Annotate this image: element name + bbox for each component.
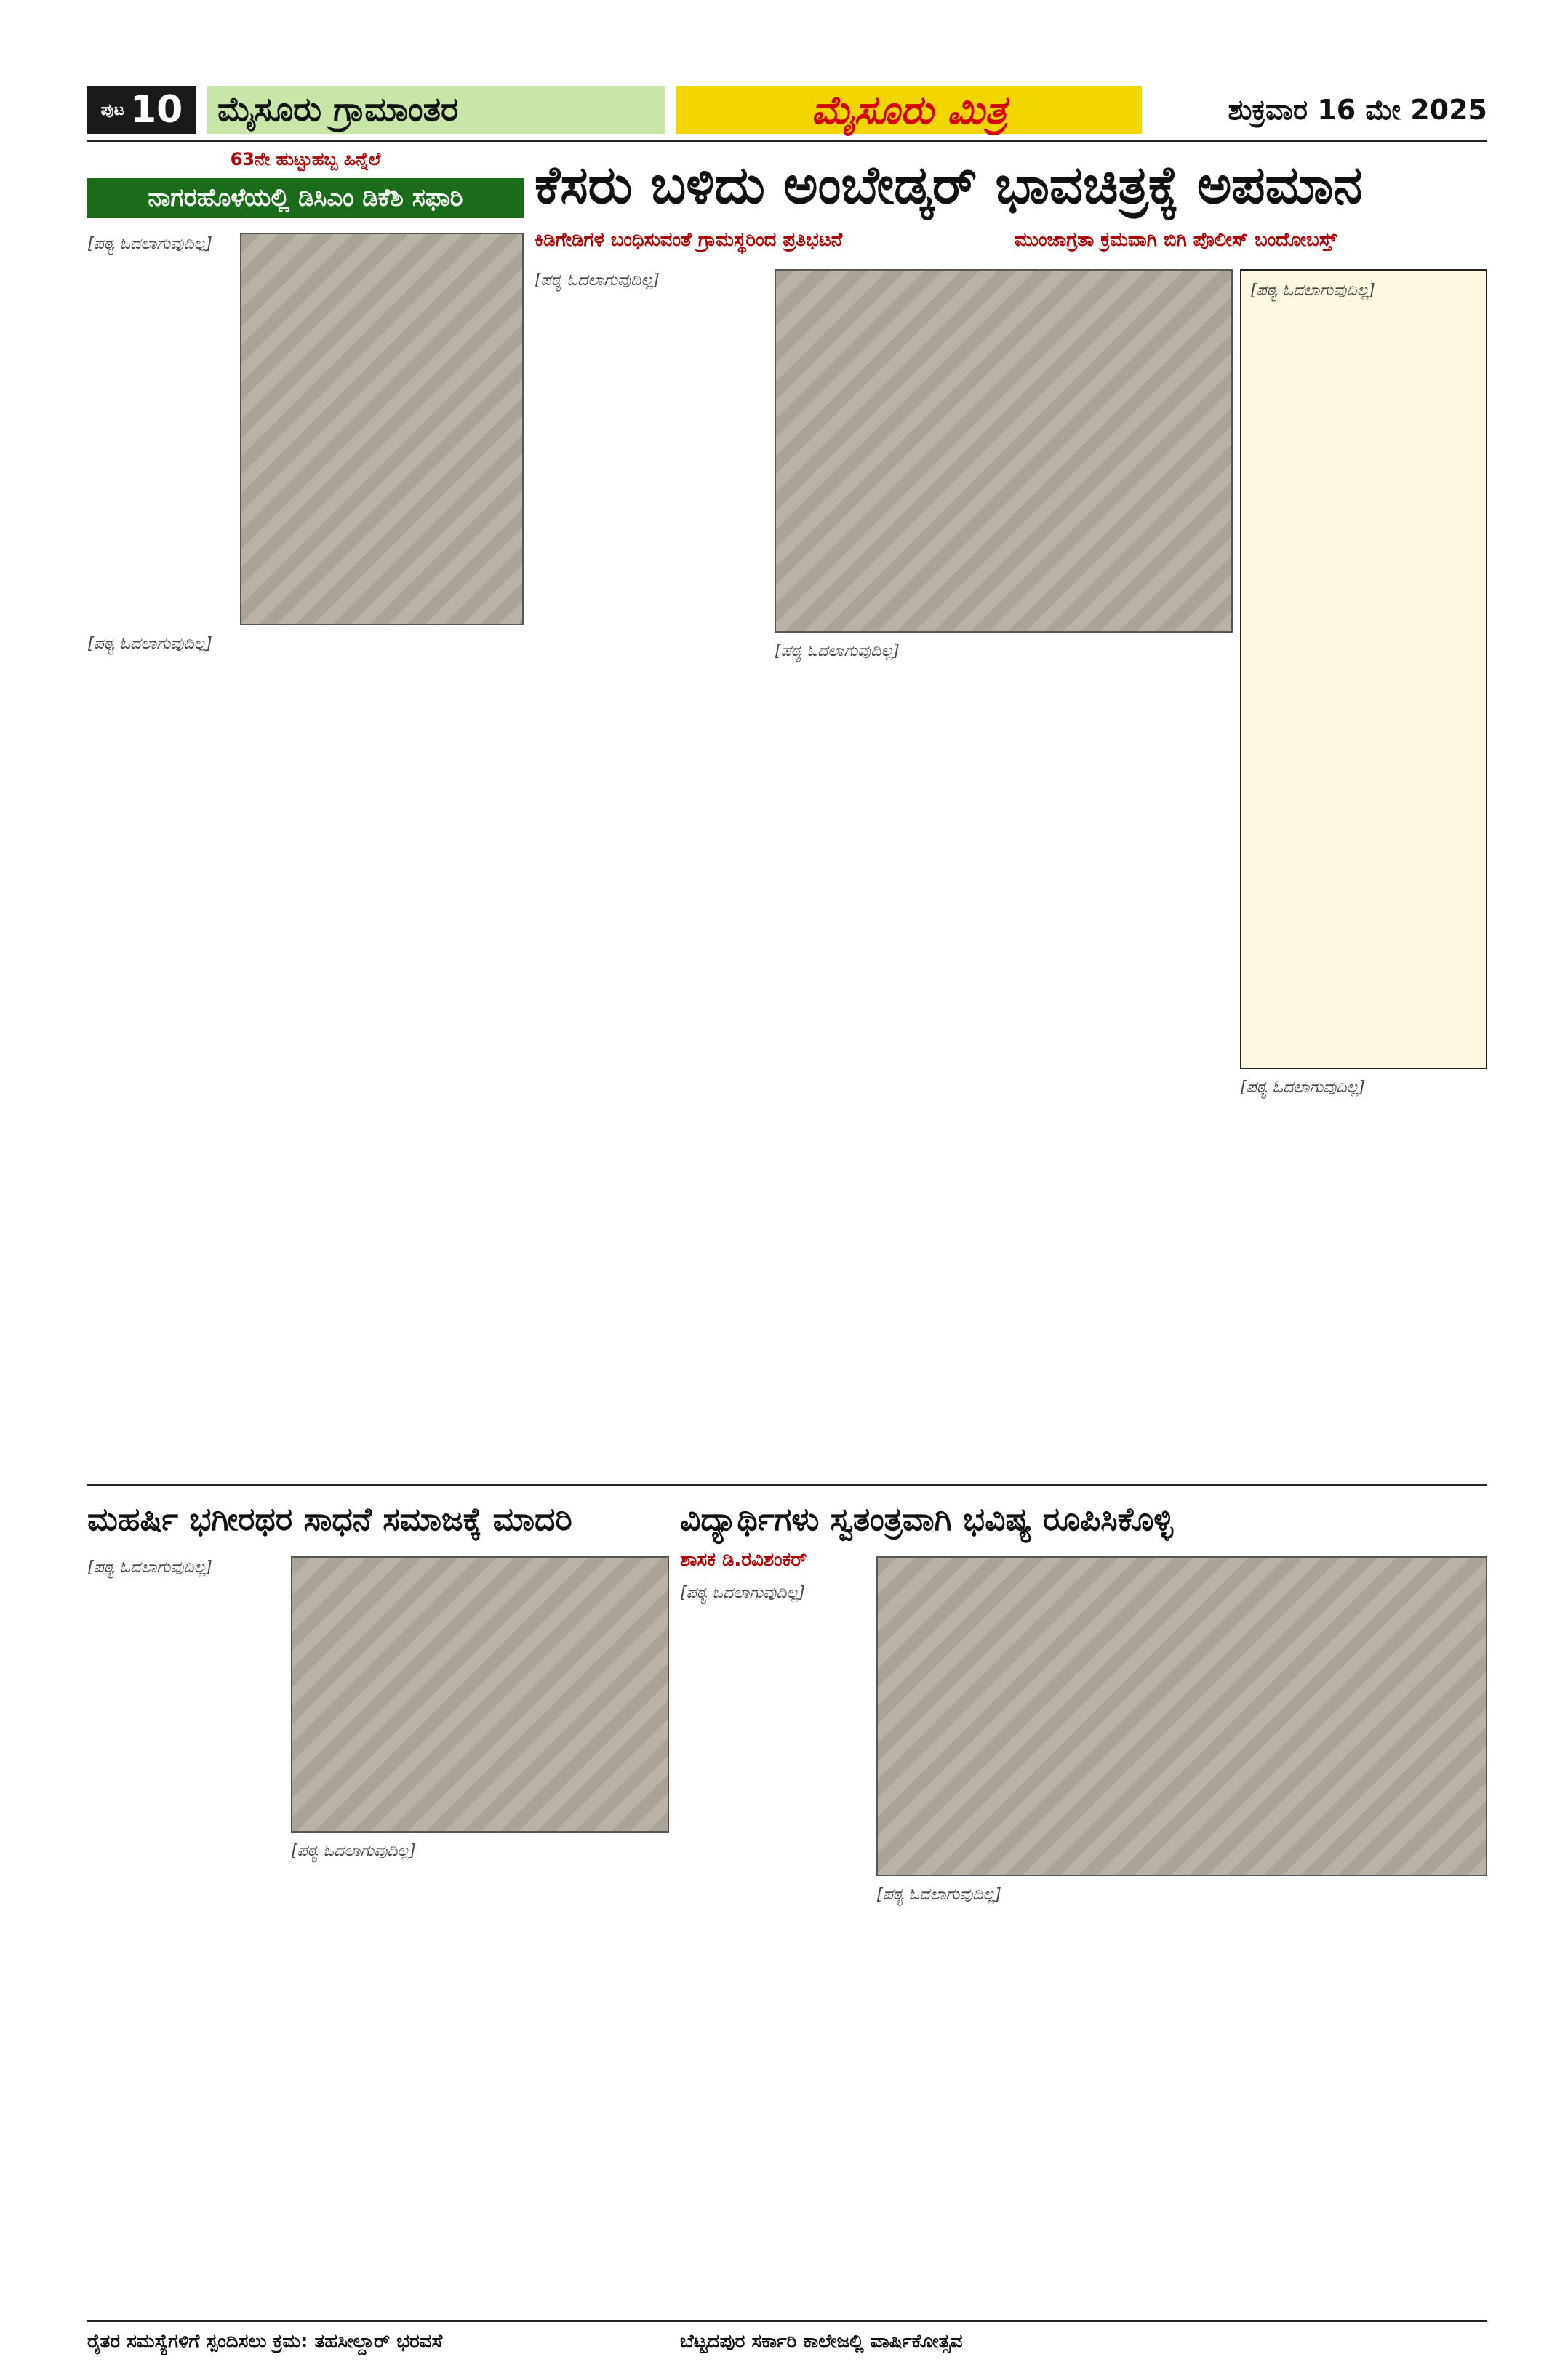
story1-headline: ನಾಗರಹೊಳೆಯಲ್ಲಿ ಡಿಸಿಎಂ ಡಿಕೆಶಿ ಸಫಾರಿ <box>87 178 524 218</box>
page-number: 10 <box>129 88 183 132</box>
story5-headline: ರೈತರ ಸಮಸ್ಯೆಗಳಿಗೆ ಸ್ಪಂದಿಸಲು ಕ್ರಮ: ತಹಸೀಲ್ದಾರ್ ಭರವಸೆ <box>87 2330 443 2353</box>
story2-body-col4: [ಪಠ್ಯ ಓದಲಾಗುವುದಿಲ್ಲ] <box>1240 1078 1365 1097</box>
masthead-rule <box>87 140 1487 142</box>
story4-byline: ಶಾಸಕ ಡಿ.ರವಿಶಂಕರ್ <box>680 1549 807 1571</box>
story3-headline: ಮಹರ್ಷಿ ಭಗೀರಥರ ಸಾಧನೆ ಸಮಾಜಕ್ಕೆ ಮಾದರಿ <box>87 1500 572 1538</box>
row-divider-1 <box>87 1484 1487 1486</box>
story2-sidebar-box <box>1240 269 1487 1069</box>
page-number-box <box>87 86 196 134</box>
story4-photo <box>876 1556 1487 1876</box>
story2-sidebar-text: [ಪಠ್ಯ ಓದಲಾಗುವುದಿಲ್ಲ] <box>1250 281 1375 300</box>
story3-photo <box>291 1556 669 1833</box>
story3-body: [ಪಠ್ಯ ಓದಲಾಗುವುದಿಲ್ಲ] <box>291 1842 416 1860</box>
story1-kicker: 63ನೇ ಹುಟ್ಟುಹಬ್ಬ ಹಿನ್ನೆಲೆ <box>230 149 381 169</box>
story4-headline: ವಿದ್ಯಾರ್ಥಿಗಳು ಸ್ವತಂತ್ರವಾಗಿ ಭವಿಷ್ಯ ರೂಪಿಸಿಕೊಳ್ಳಿ <box>680 1500 1174 1538</box>
story2-photo <box>775 269 1233 633</box>
story2-deck1: ಕಿಡಿಗೇಡಿಗಳ ಬಂಧಿಸುವಂತೆ ಗ್ರಾಮಸ್ಥರಿಂದ ಪ್ರತಿಭಟನೆ <box>535 229 843 251</box>
story1-body: [ಪಠ್ಯ ಓದಲಾಗುವುದಿಲ್ಲ] <box>87 635 212 653</box>
brand-name: ಮೈಸೂರು ಮಿತ್ರ <box>811 86 1007 133</box>
brand-box <box>676 86 1142 134</box>
story1-body-top: [ಪಠ್ಯ ಓದಲಾಗುವುದಿಲ್ಲ] <box>87 235 212 253</box>
section-title: ಮೈಸೂರು ಗ್ರಾಮಾಂತರ <box>207 86 665 134</box>
story4-body: [ಪಠ್ಯ ಓದಲಾಗುವುದಿಲ್ಲ] <box>876 1886 1001 1904</box>
page-label: ಪುಟ <box>100 100 124 119</box>
story4-body-col1: [ಪಠ್ಯ ಓದಲಾಗುವುದಿಲ್ಲ] <box>680 1584 805 1602</box>
story3-body-col1: [ಪಠ್ಯ ಓದಲಾಗುವುದಿಲ್ಲ] <box>87 1558 212 1577</box>
issue-date: ಶುಕ್ರವಾರ 16 ಮೇ 2025 <box>1228 93 1487 126</box>
story2-body-col1: [ಪಠ್ಯ ಓದಲಾಗುವುದಿಲ್ಲ] <box>535 271 660 289</box>
story6-headline: ಬೆಟ್ಟದಪುರ ಸರ್ಕಾರಿ ಕಾಲೇಜಲ್ಲಿ ವಾರ್ಷಿಕೋತ್ಸವ <box>680 2330 963 2353</box>
story2-deck2: ಮುಂಜಾಗ್ರತಾ ಕ್ರಮವಾಗಿ ಬಿಗಿ ಪೊಲೀಸ್ ಬಂದೋಬಸ್ತ್ <box>1015 229 1337 251</box>
story2-body: [ಪಠ್ಯ ಓದಲಾಗುವುದಿಲ್ಲ] <box>775 642 900 660</box>
story1-photo <box>240 233 524 625</box>
row-divider-2 <box>87 2320 1487 2322</box>
story2-headline: ಕೆಸರು ಬಳಿದು ಅಂಬೇಡ್ಕರ್ ಭಾವಚಿತ್ರಕ್ಕೆ ಅಪಮಾನ <box>535 154 1363 216</box>
